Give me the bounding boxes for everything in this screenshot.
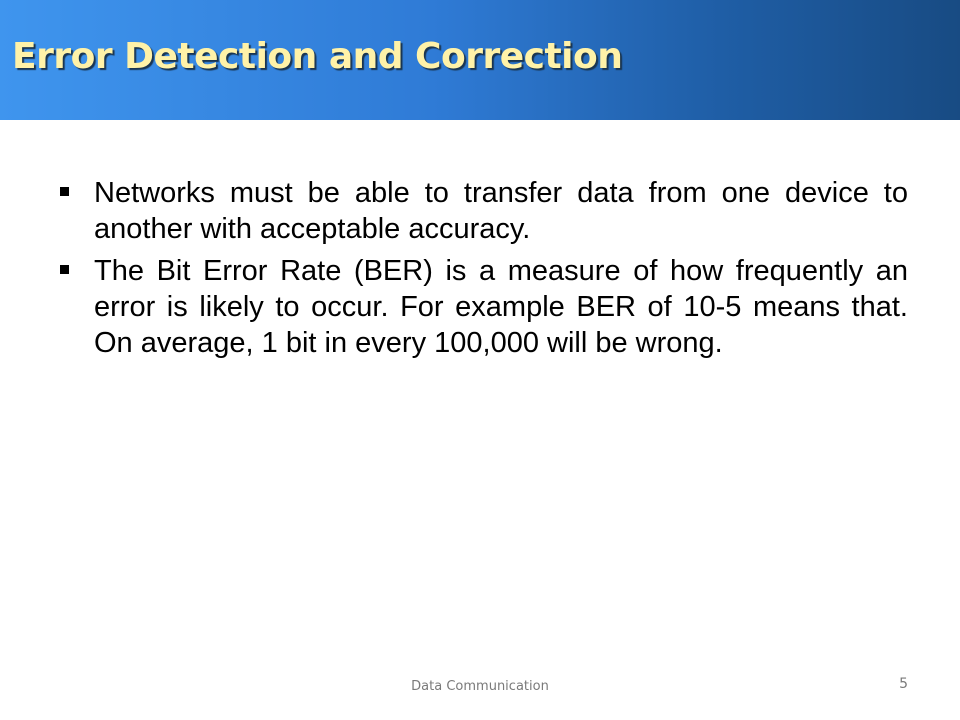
bullet-item [58,253,908,361]
bullet-item [58,175,908,247]
slide-title: Error Detection and Correction [12,36,623,77]
slide-footer: Data Communication [411,679,549,694]
slide-number: 5 [899,676,908,692]
slide-content [58,175,908,367]
bullet-text: Networks must be able to transfer data from one device to another with acceptable accuracy. [94,177,908,245]
title-bar [0,0,960,120]
bullet-text: The Bit Error Rate (BER) is a measure of how frequently an error is likely to occur. For example BER of 10-5 means that. On average, 1 bit in every 100,000 will be wrong. [94,255,908,359]
square-bullet-icon [60,187,69,196]
square-bullet-icon [60,265,69,274]
